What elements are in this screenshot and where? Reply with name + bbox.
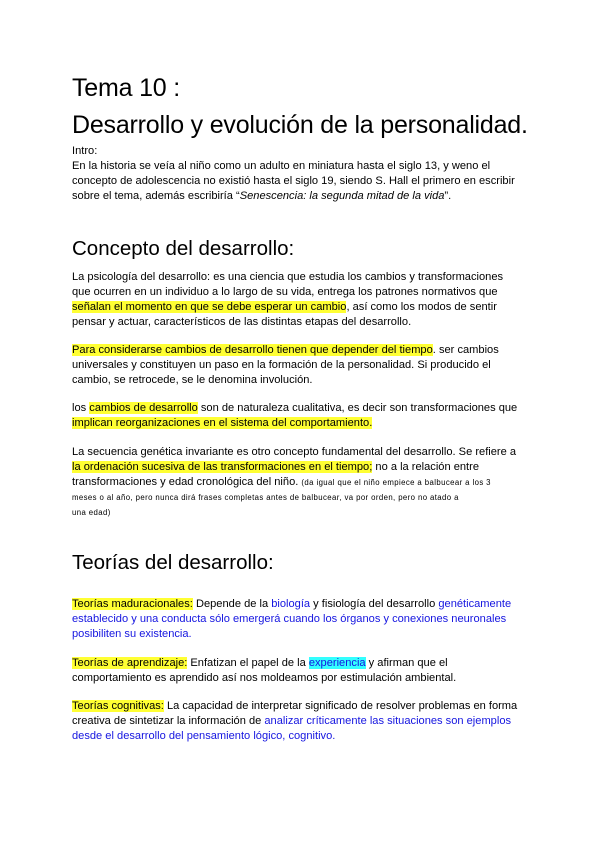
teoria-cognitivas: Teorías cognitivas: La capacidad de interpretar significado de resolver problemas en forma creativa de sintetizar la información de analizar críticamente las situaciones son ejemplos desde el desarrollo del pensamiento lógico, cognitivo.	[72, 699, 542, 744]
concepto-paragraph-1: La psicología del desarrollo: es una ciencia que estudia los cambios y transformaciones que ocurren en un individuo a lo largo de su vida, entrega los patrones normativos que señalan el momento en que se debe esperar un cambio, así como los modos de sentir pensar y actuar, característicos de las distintas etapas del desarrollo.	[72, 271, 504, 328]
intro-line: En la historia se veía al niño como un adulto en miniatura hasta el siglo 13, y weno el	[72, 160, 491, 172]
blue-text: analizar críticamente las situaciones son ejemplos	[264, 715, 512, 727]
section-heading-concepto: Concepto del desarrollo:	[72, 237, 295, 260]
highlight: señalan el momento en que se debe esperar un cambio	[72, 301, 347, 313]
blue-text: genéticamente	[438, 598, 512, 610]
highlight: Para considerarse cambios de desarrollo tienen que depender del tiempo	[72, 344, 433, 356]
concepto-paragraph-3: los cambios de desarrollo son de naturaleza cualitativa, es decir son transformaciones que implican reorganizaciones en el sistema del comportamiento.	[72, 402, 518, 429]
teoria-label: Teorías cognitivas:	[72, 700, 164, 712]
teoria-label: Teorías de aprendizaje:	[72, 657, 188, 669]
highlight: la ordenación sucesiva de las transformaciones en el tiempo;	[72, 461, 373, 473]
intro-section	[72, 144, 542, 204]
concepto-paragraph-2: Para considerarse cambios de desarrollo tienen que depender del tiempo. ser cambios universales y constituyen un paso en la formación de la personalidad. Si producido el cambio, se retrocede, se le denomina involución.	[72, 344, 499, 386]
aside-note: meses o al año, pero nunca dirá frases completas antes de balbucear, va por orden, pero no atado a	[72, 493, 459, 502]
intro-line: concepto de adolescencia no existió hasta el siglo 19, siendo S. Hall el primero en escribir	[72, 175, 515, 187]
intro-label: Intro:	[72, 145, 98, 157]
highlight: cambios de desarrollo	[89, 402, 198, 414]
teoria-label: Teorías maduracionales:	[72, 598, 193, 610]
teoria-aprendizaje: Teorías de aprendizaje: Enfatizan el papel de la experiencia y afirman que el comportamiento es aprendido así nos moldeamos por estimulación ambiental.	[72, 657, 457, 684]
page-subtitle: Desarrollo y evolución de la personalidad.	[72, 111, 528, 139]
section-heading-teorias: Teorías del desarrollo:	[72, 551, 274, 574]
blue-text: desde el desarrollo del pensamiento lógico, cognitivo.	[72, 730, 336, 742]
blue-text: establecido y una conducta sólo emergerá cuando los órganos y conexiones neuronales	[72, 613, 507, 625]
concepto-paragraph-4: La secuencia genética invariante es otro concepto fundamental del desarrollo. Se refiere a la ordenación sucesiva de las transformaciones en el tiempo; no a la relación entre transformaciones y edad cronológica del niño. (da igual que el niño empiece a balbucear a los 3 meses o al año, pero nunca dirá frases completas antes de balbucear, va por orden, pero no atado a una edad)	[72, 445, 542, 520]
intro-line: sobre el tema, además escribiría “Senescencia: la segunda mitad de la vida”.	[72, 190, 452, 202]
teoria-maduracionales: Teorías maduracionales: Depende de la biología y fisiología del desarrollo genéticamente establecido y una conducta sólo emergerá cuando los órganos y conexiones neuronales posibiliten su existencia.	[72, 597, 542, 642]
highlight: implican reorganizaciones en el sistema del comportamiento.	[72, 417, 373, 429]
aside-note: una edad)	[72, 508, 111, 517]
highlight-cyan: experiencia	[308, 657, 366, 669]
blue-text: biología	[271, 598, 311, 610]
page-title: Tema 10 :	[72, 74, 180, 102]
blue-text: posibiliten su existencia.	[72, 628, 192, 640]
book-title: Senescencia: la segunda mitad de la vida	[239, 190, 445, 202]
aside-note: (da igual que el niño empiece a balbucear a los 3	[301, 478, 491, 487]
